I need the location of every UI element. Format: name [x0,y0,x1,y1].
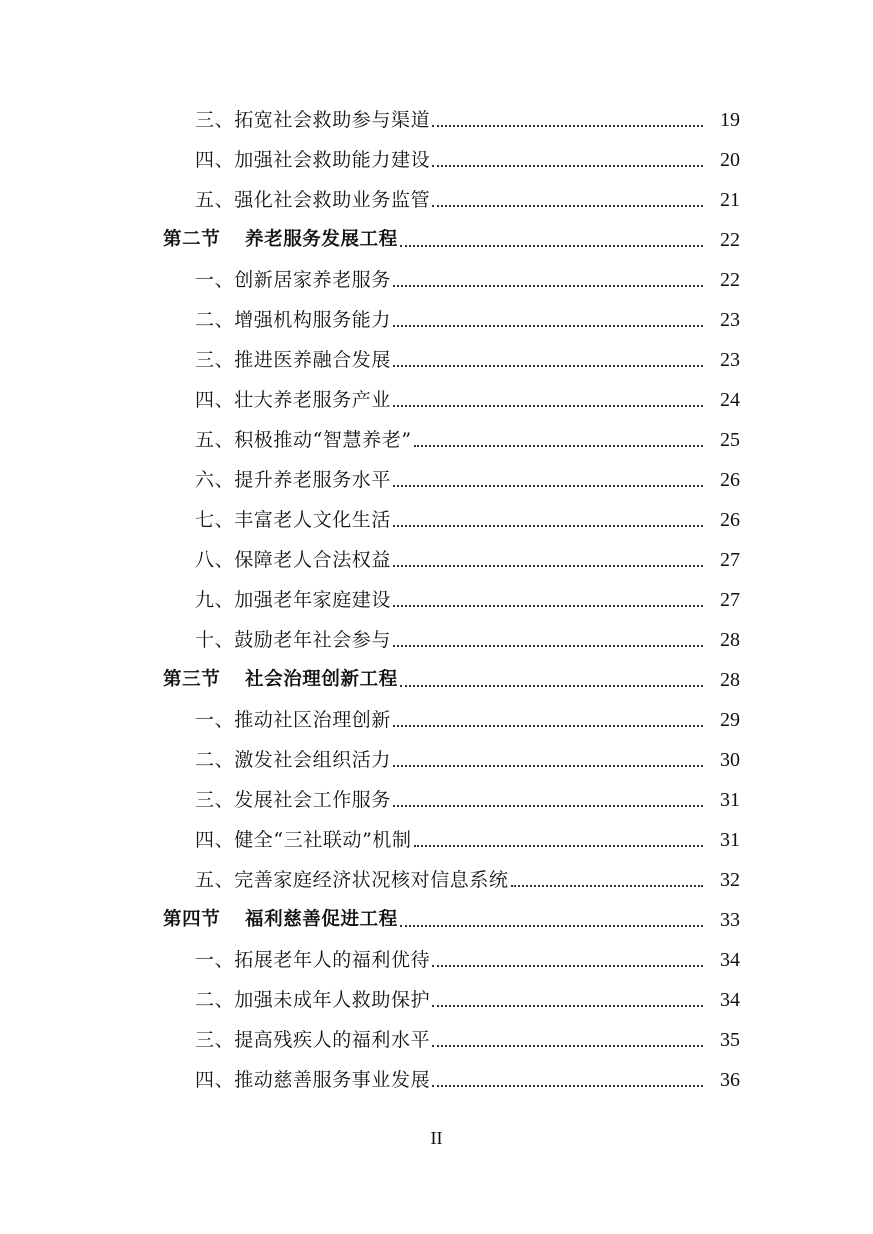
toc-section-entry[interactable] [0,220,873,260]
toc-dot-leader [393,405,703,407]
toc-page-number: 32 [720,869,740,891]
toc-subsection-entry[interactable] [0,180,873,220]
toc-subsection-entry[interactable] [0,980,873,1020]
toc-dot-leader [432,1005,703,1007]
toc-page-number: 20 [720,149,740,171]
page-number: II [430,1128,443,1148]
toc-subsection-entry[interactable] [0,460,873,500]
toc-section-title: 社会治理创新工程 [245,669,398,690]
toc-subsection-entry[interactable] [0,940,873,980]
toc-page-number: 30 [720,749,740,771]
toc-page-number: 26 [720,469,740,491]
toc-entry-title: 三、提高残疾人的福利水平 [195,1029,431,1051]
toc-page-number: 26 [720,509,740,531]
toc-page-number: 27 [720,549,740,571]
toc-page-number: 21 [720,189,740,211]
toc-page-number: 19 [720,109,740,131]
toc-dot-leader [432,965,703,967]
toc-entry-title: 一、拓展老年人的福利优待 [195,949,431,971]
toc-dot-leader [432,165,703,167]
toc-subsection-entry[interactable] [0,300,873,340]
toc-dot-leader [432,125,703,127]
toc-entry-title: 三、推进医养融合发展 [195,349,392,371]
toc-page-number: 28 [720,669,740,691]
toc-subsection-entry[interactable] [0,340,873,380]
toc-dot-leader [393,605,703,607]
toc-dot-leader [414,445,703,447]
toc-page-number: 34 [720,949,740,971]
toc-entry-title: 一、创新居家养老服务 [195,269,392,291]
toc-page-number: 25 [720,429,740,451]
toc-entry-title: 四、壮大养老服务产业 [195,389,392,411]
toc-entry-title: 七、丰富老人文化生活 [195,509,392,531]
toc-page-number: 22 [720,229,740,251]
toc-subsection-entry[interactable] [0,820,873,860]
toc-dot-leader [432,1045,703,1047]
toc-subsection-entry[interactable] [0,1060,873,1100]
toc-entry-title: 二、激发社会组织活力 [195,749,392,771]
toc-entry-title: 三、发展社会工作服务 [195,789,392,811]
toc-entry-title: 四、健全“三社联动”机制 [195,829,412,851]
toc-page-number: 23 [720,309,740,331]
toc-dot-leader [400,685,703,687]
toc-subsection-entry[interactable] [0,620,873,660]
toc-dot-leader [432,205,703,207]
toc-page-number: 29 [720,709,740,731]
toc-page-number: 35 [720,1029,740,1051]
toc-section-number: 第二节 [163,229,221,250]
toc-dot-leader [393,365,703,367]
toc-subsection-entry[interactable] [0,420,873,460]
toc-subsection-entry[interactable] [0,540,873,580]
toc-entry-title: 一、推动社区治理创新 [195,709,392,731]
toc-subsection-entry[interactable] [0,1020,873,1060]
toc-entry-title [163,909,398,931]
toc-dot-leader [393,645,703,647]
toc-entry-title: 九、加强老年家庭建设 [195,589,392,611]
toc-subsection-entry[interactable] [0,860,873,900]
toc-subsection-entry[interactable] [0,260,873,300]
toc-dot-leader [400,245,703,247]
toc-page-number: 24 [720,389,740,411]
toc-dot-leader [393,805,703,807]
toc-entry-title: 四、加强社会救助能力建设 [195,149,431,171]
toc-dot-leader [432,1085,703,1087]
table-of-contents [0,100,873,1100]
toc-subsection-entry[interactable] [0,500,873,540]
toc-dot-leader [400,925,703,927]
toc-entry-title: 五、强化社会救助业务监管 [195,189,431,211]
toc-section-title: 养老服务发展工程 [245,229,398,250]
toc-page-number: 28 [720,629,740,651]
toc-page-number: 31 [720,829,740,851]
toc-dot-leader [393,525,703,527]
toc-page-number: 27 [720,589,740,611]
toc-section-entry[interactable] [0,900,873,940]
toc-subsection-entry[interactable] [0,740,873,780]
toc-entry-title: 二、增强机构服务能力 [195,309,392,331]
toc-page-number: 22 [720,269,740,291]
toc-section-number: 第四节 [163,909,221,930]
toc-page-number: 23 [720,349,740,371]
toc-page-number: 36 [720,1069,740,1091]
toc-subsection-entry[interactable] [0,140,873,180]
toc-subsection-entry[interactable] [0,100,873,140]
toc-entry-title: 四、推动慈善服务事业发展 [195,1069,431,1091]
toc-entry-title: 五、完善家庭经济状况核对信息系统 [195,869,509,891]
toc-entry-title: 三、拓宽社会救助参与渠道 [195,109,431,131]
toc-dot-leader [393,725,703,727]
toc-dot-leader [511,885,703,887]
toc-subsection-entry[interactable] [0,700,873,740]
toc-entry-title: 八、保障老人合法权益 [195,549,392,571]
toc-section-entry[interactable] [0,660,873,700]
toc-entry-title: 二、加强未成年人救助保护 [195,989,431,1011]
toc-entry-title: 六、提升养老服务水平 [195,469,392,491]
toc-entry-title: 五、积极推动“智慧养老” [195,429,412,451]
toc-dot-leader [393,765,703,767]
toc-page-number: 34 [720,989,740,1011]
toc-dot-leader [393,285,703,287]
toc-entry-title [163,669,398,691]
toc-section-title: 福利慈善促进工程 [245,909,398,930]
toc-page-number: 33 [720,909,740,931]
toc-section-number: 第三节 [163,669,221,690]
toc-subsection-entry[interactable] [0,580,873,620]
toc-subsection-entry[interactable] [0,380,873,420]
toc-page-number: 31 [720,789,740,811]
toc-dot-leader [393,565,703,567]
toc-dot-leader [414,845,703,847]
toc-subsection-entry[interactable] [0,780,873,820]
toc-entry-title: 十、鼓励老年社会参与 [195,629,392,651]
toc-dot-leader [393,485,703,487]
toc-entry-title [163,229,398,251]
toc-dot-leader [393,325,703,327]
